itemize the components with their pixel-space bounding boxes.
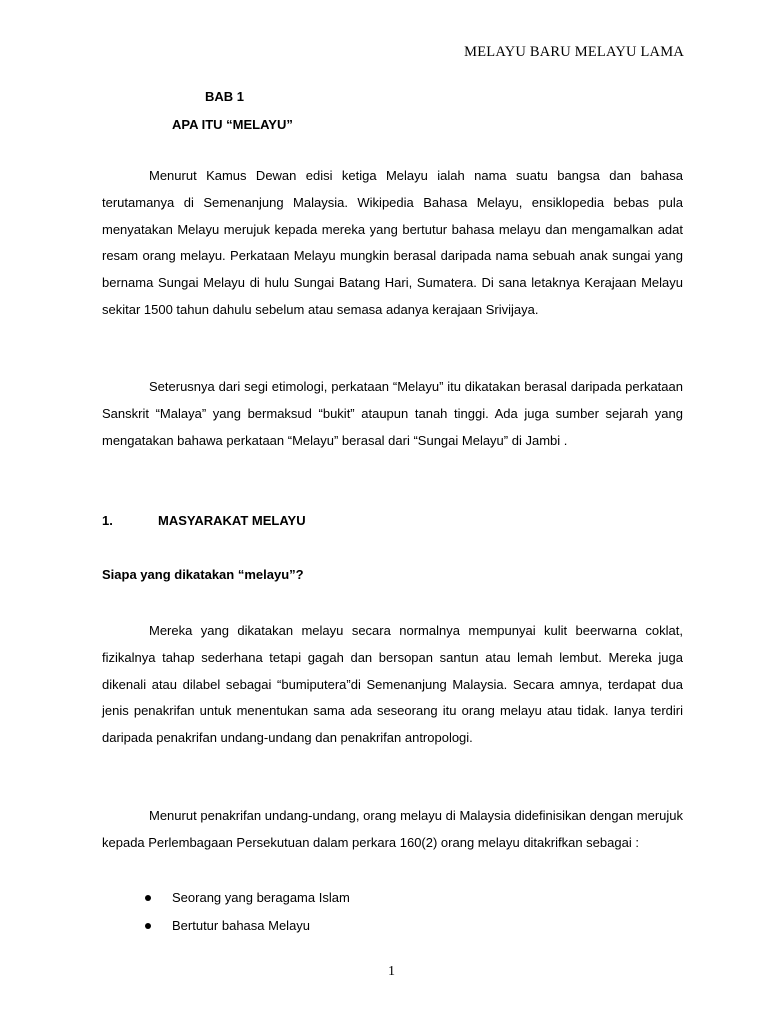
paragraph-legal-definition: Menurut penakrifan undang-undang, orang melayu di Malaysia didefinisikan dengan merujuk kepada Perlembagaan Persekutuan dalam perkara 160(2) orang melayu ditakrifkan sebagai : bbox=[102, 808, 683, 850]
bullet-icon bbox=[145, 923, 151, 929]
paragraph-definition: Menurut Kamus Dewan edisi ketiga Melayu ialah nama suatu bangsa dan bahasa terutamanya di Semenanjung Malaysia. Wikipedia Bahasa Melayu, ensiklopedia bebas pula menyatakan Melayu merujuk kepada mereka yang bertutur bahasa melayu dan mengamalkan adat resam orang melayu. Perkataan Melayu mungkin berasal daripada nama sebuah anak sungai yang bernama Sungai Melayu di hulu Sungai Batang Hari, Sumatera. Di sana letaknya Kerajaan Melayu sekitar 1500 tahun dahulu sebelum atau semasa adanya kerajaan Srivijaya. bbox=[102, 168, 683, 317]
list-item bbox=[145, 884, 350, 912]
criteria-list bbox=[145, 884, 350, 940]
section-heading bbox=[102, 513, 306, 528]
bullet-icon bbox=[145, 895, 151, 901]
list-item-text: Bertutur bahasa Melayu bbox=[172, 918, 311, 933]
running-header: MELAYU BARU MELAYU LAMA bbox=[464, 44, 684, 60]
paragraph-etymology: Seterusnya dari segi etimologi, perkataan “Melayu” itu dikatakan berasal daripada perkataan Sanskrit “Malaya” yang bermaksud “bukit” ataupun tanah tinggi. Ada juga sumber sejarah yang mengatakan bahawa perkataan “Melayu” berasal dari “Sungai Melayu” di Jambi . bbox=[102, 379, 683, 448]
chapter-number: BAB 1 bbox=[205, 89, 245, 104]
page-number: 1 bbox=[388, 964, 395, 979]
section-number: 1. bbox=[102, 513, 113, 528]
list-item bbox=[145, 912, 350, 940]
chapter-title: APA ITU “MELAYU” bbox=[172, 117, 293, 132]
section-title: MASYARAKAT MELAYU bbox=[158, 513, 306, 528]
subheading-question: Siapa yang dikatakan “melayu”? bbox=[102, 567, 304, 582]
list-item-text: Seorang yang beragama Islam bbox=[172, 890, 350, 905]
paragraph-characteristics: Mereka yang dikatakan melayu secara normalnya mempunyai kulit beerwarna coklat, fizikalnya tahap sederhana tetapi gagah dan bersopan santun atau lemah lembut. Mereka juga dikenali atau dilabel sebagai “bumiputera”di Semenanjung Malaysia. Secara amnya, terdapat dua jenis penakrifan untuk menentukan sama ada seseorang itu orang melayu atau tidak. Ianya terdiri daripada penakrifan undang-undang dan penakrifan antropologi. bbox=[102, 623, 683, 746]
